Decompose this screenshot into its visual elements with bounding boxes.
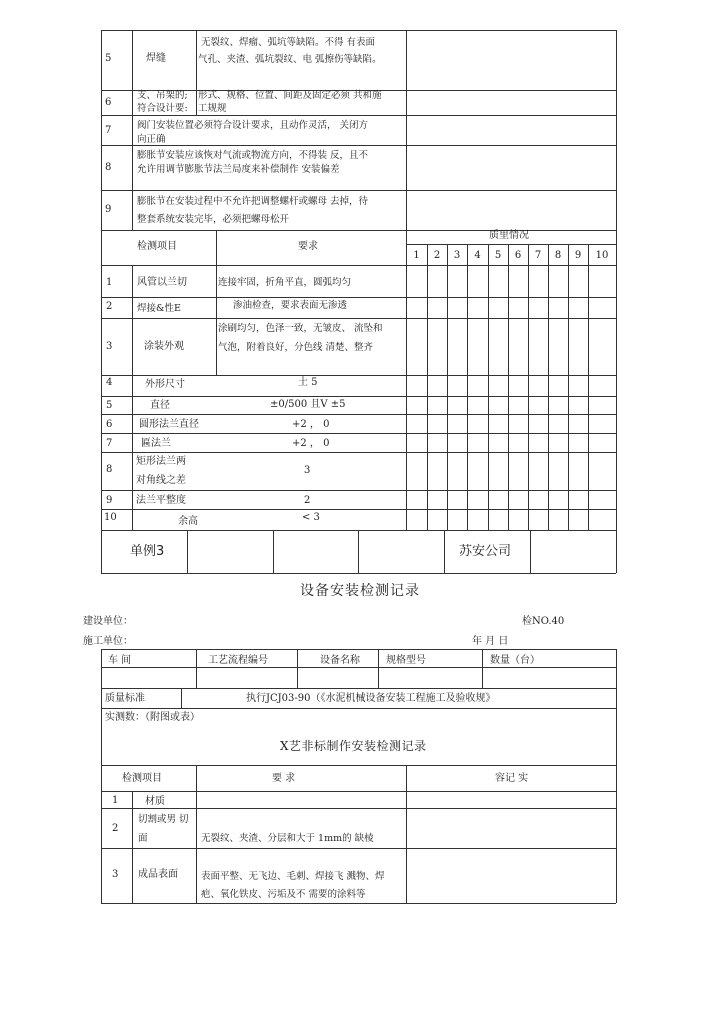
row-req: < 3 <box>302 512 320 523</box>
col-number: 1 <box>413 250 420 261</box>
row-no: 9 <box>105 204 112 215</box>
row-item: 涂装外观 <box>144 341 184 352</box>
col-number: 6 <box>514 250 522 261</box>
row-no: 10 <box>104 512 117 523</box>
row-req: ±0/500 且V ±5 <box>270 399 346 410</box>
row-req: 工规规 <box>198 103 227 114</box>
row-req: 气泡，附着良好，分色线 清楚、整齐 <box>218 342 374 353</box>
row-no: 6 <box>105 97 112 108</box>
row-no: 7 <box>106 438 113 449</box>
row-item: 直径 <box>150 400 170 411</box>
row-req: 无裂纹、焊瘤、弧坑等缺陷。不得 有表面 <box>201 37 376 48</box>
sign-right: 苏安公司 <box>459 544 512 559</box>
row-no: 8 <box>106 464 113 475</box>
row-item: 材质 <box>145 796 165 807</box>
measured-label: 实测数：（附图或表） <box>105 712 200 723</box>
row-no: 1 <box>112 795 119 806</box>
work-unit-label: 施工单位： <box>83 636 133 647</box>
row-no: 1 <box>106 277 113 288</box>
row-item: 面 <box>138 833 148 844</box>
build-unit-label: 建设单位： <box>83 616 133 627</box>
row-req: 气孔、夹渣、弧坑裂纹、电 弧擦伤等缺陷。 <box>198 54 382 65</box>
header-req: 要求 <box>298 241 318 252</box>
row-item: 符合设计要: <box>137 103 188 114</box>
sign-left: 单例3 <box>130 544 165 559</box>
col-number: 10 <box>595 250 609 261</box>
col-number: 5 <box>494 250 502 261</box>
row-req: 疤、氧化铁皮、污垢及不 需要的涂料等 <box>201 889 366 900</box>
quality-std-label: 质量标准 <box>105 693 145 704</box>
record-date: 年 月 日 <box>472 636 509 647</box>
header-quality: 质里情况 <box>489 230 529 241</box>
row-req: 涂刷均匀，色泽一致，无皱皮、 流坠和 <box>218 323 383 334</box>
col-number: 2 <box>433 250 441 261</box>
header-equipment: 设备名称 <box>320 655 360 666</box>
row-req: 2 <box>304 495 311 506</box>
record-title: 设备安装检测记录 <box>300 583 420 599</box>
row-no: 9 <box>106 495 113 506</box>
row-no: 6 <box>106 419 113 430</box>
sub-header-record: 容记 实 <box>495 773 529 784</box>
row-req: 渗油检查，要求表面无渗透 <box>233 300 348 311</box>
quality-std-value: 执行JCJ03-90（《水泥机械设备安装工程施工及验收规》 <box>246 693 496 704</box>
row-req: 3 <box>304 465 311 476</box>
header-model: 规格型号 <box>386 655 426 666</box>
row-item: 支、吊架的; <box>137 90 188 101</box>
sub-title: X艺非标制作安装检测记录 <box>280 739 427 753</box>
row-item: 矩形法兰两 <box>136 456 186 467</box>
row-req: 土 5 <box>298 377 318 388</box>
sub-header-item: 检测项目 <box>122 773 162 784</box>
row-no: 2 <box>112 823 119 834</box>
row-item: 焊接&性E <box>137 303 181 314</box>
header-workshop: 车 间 <box>108 655 132 666</box>
col-number: 4 <box>474 250 481 261</box>
row-item: 切割或男 切 <box>138 814 189 825</box>
row-no: 5 <box>106 400 113 411</box>
header-process-no: 工艺流程编号 <box>208 655 268 666</box>
row-item: 外形尺寸 <box>145 379 185 390</box>
row-no: 7 <box>105 125 112 136</box>
row-no: 3 <box>112 869 119 880</box>
col-number: 7 <box>534 250 542 261</box>
row-req: 向正确 <box>137 134 166 145</box>
row-no: 5 <box>105 53 112 64</box>
row-req: 整套系统安装完毕，必须把螺母松开 <box>137 214 290 225</box>
row-req: 表面平整、无飞边、毛刺、焊接飞 溅物、焊 <box>201 871 385 882</box>
row-req: 允许用调节膨胀节法兰局度来补偿制作 安装偏差 <box>137 164 340 175</box>
row-item: 风管以兰切 <box>137 277 187 288</box>
col-number: 9 <box>574 250 582 261</box>
row-req: +2 ， 0 <box>292 438 330 449</box>
row-req: +2 ， 0 <box>292 419 330 430</box>
row-item: 圆形法兰直径 <box>139 419 199 430</box>
check-number: 检NO.40 <box>522 616 565 627</box>
header-item: 检测项目 <box>137 241 177 252</box>
row-item: 成品表面 <box>138 869 178 880</box>
sub-header-req: 要 求 <box>272 773 296 784</box>
row-item: 匾法兰 <box>141 438 171 449</box>
col-number: 3 <box>453 250 461 261</box>
row-req: 膨胀节在安装过程中不允许把调整螺杆或螺母 去掉，待 <box>137 196 369 207</box>
header-quantity: 数量（台） <box>490 655 540 666</box>
row-item: 余高 <box>178 516 198 527</box>
row-no: 3 <box>106 341 113 352</box>
row-item: 对角线之差 <box>136 475 186 486</box>
row-no: 2 <box>106 301 113 312</box>
row-item: 法兰平整度 <box>136 495 186 506</box>
row-item: 焊缝 <box>146 53 166 64</box>
row-no: 4 <box>106 377 113 388</box>
row-req: 无裂纹、夹渣、分层和大于 1mm的 缺棱 <box>201 833 374 844</box>
row-req: 形式、规格、位置、间距及固定必须 共和施 <box>198 90 382 101</box>
row-no: 8 <box>105 162 112 173</box>
row-req: 膨胀节安装应该恢对气流或物流方向，不得装 反，且不 <box>137 150 369 161</box>
row-req: 阀门安装位置必须符合设计要求，且动作灵活， 关闭方 <box>137 120 369 131</box>
col-number: 8 <box>554 250 562 261</box>
row-req: 连接牢固，折角平直，圆弧均匀 <box>218 277 352 288</box>
